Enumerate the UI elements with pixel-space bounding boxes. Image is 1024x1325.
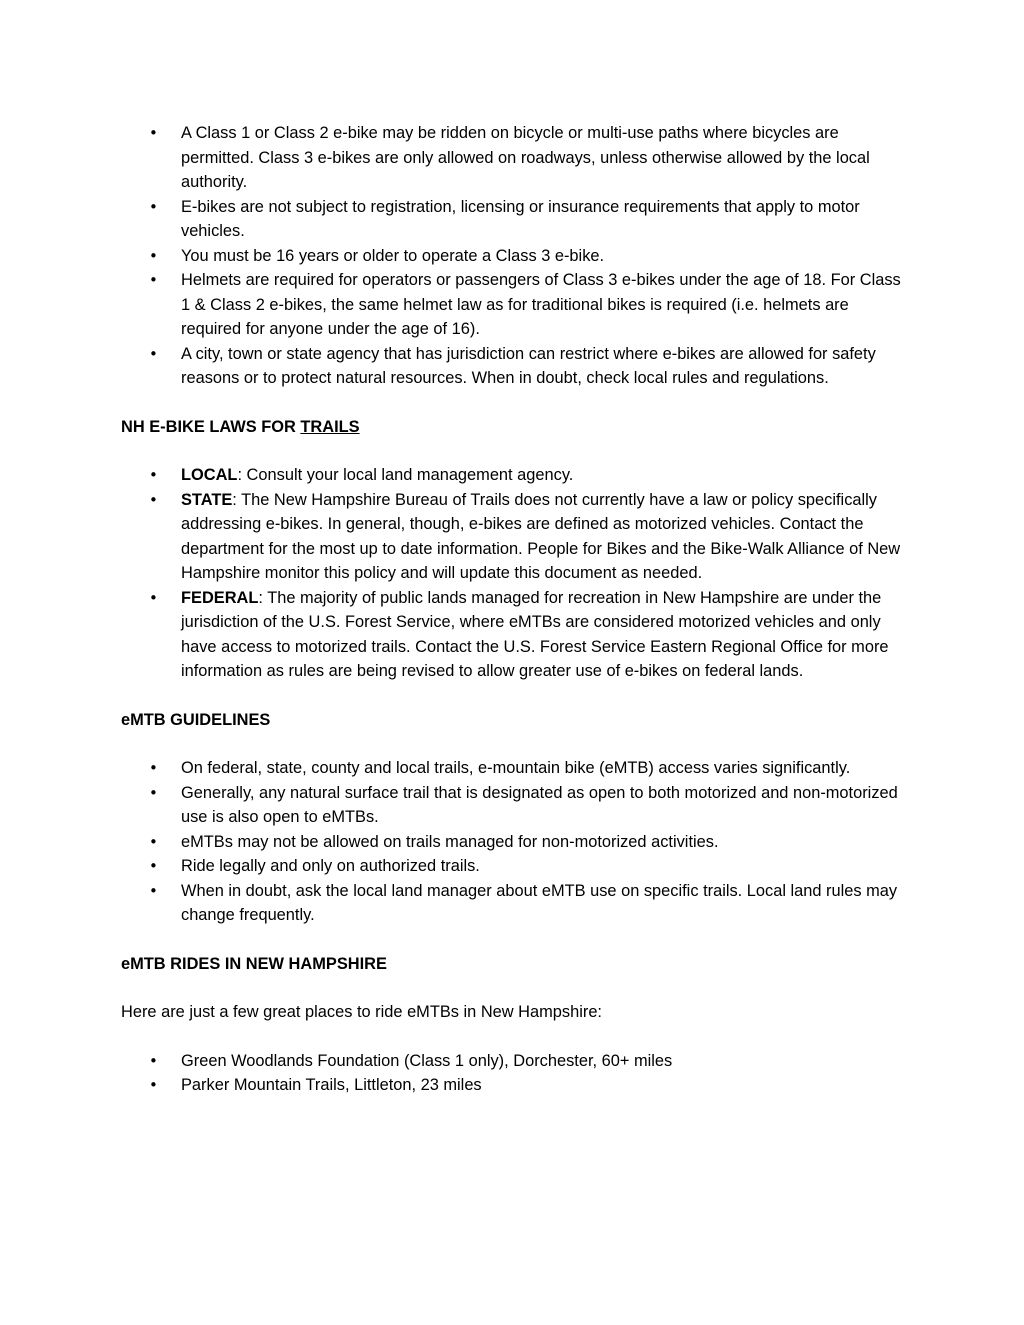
list-item: • E-bikes are not subject to registration, licensing or insurance requirements that apply to motor vehicles. (121, 195, 911, 244)
section-heading-guidelines: eMTB GUIDELINES (121, 710, 271, 729)
list-item: • On federal, state, county and local trails, e-mountain bike (eMTB) access varies significantly. (121, 756, 911, 781)
rides-intro: Here are just a few great places to ride eMTBs in New Hampshire: (121, 1003, 602, 1021)
item-text: : The majority of public lands managed for recreation in New Hampshire are under the jurisdiction of the U.S. Forest Service, where eMTBs are considered motorized vehicles and only have access to motorized trails. Contact the U.S. Forest Service Eastern Regional Office for more information as rules are being revised to allow greater use of e-bikes on federal lands. (181, 588, 889, 680)
intro-list (121, 121, 911, 391)
guidelines-list (121, 756, 911, 928)
section-heading-trails (121, 415, 911, 440)
list-item-federal (121, 586, 911, 684)
section-heading-rides: eMTB RIDES IN NEW HAMPSHIRE (121, 954, 387, 973)
list-item: • Generally, any natural surface trail that is designated as open to both motorized and non-motorized use is also open to eMTBs. (121, 781, 911, 830)
heading-prefix: NH E-BIKE LAWS FOR (121, 417, 301, 436)
item-label: LOCAL (181, 466, 238, 484)
item-text: : Consult your local land management agency. (237, 466, 574, 484)
rides-list (121, 1049, 911, 1098)
item-label: FEDERAL (181, 588, 259, 607)
item-label: STATE (181, 490, 233, 509)
list-item: • Ride legally and only on authorized trails. (121, 854, 911, 879)
document-page (121, 121, 911, 1098)
item-text: : The New Hampshire Bureau of Trails does not currently have a law or policy specifically addressing e-bikes. In general, though, e-bikes are defined as motorized vehicles. Contact the department for the most up to date information. People for Bikes and the Bike-Walk Alliance of New Hampshire monitor this policy and will update this document as needed. (181, 490, 901, 582)
list-item: • A Class 1 or Class 2 e-bike may be ridden on bicycle or multi-use paths where bicycles are permitted. Class 3 e-bikes are only allowed on roadways, unless otherwise allowed by the local authority. (121, 121, 911, 195)
list-item-state (121, 488, 911, 586)
list-item: • Helmets are required for operators or passengers of Class 3 e-bikes under the age of 18. For Class 1 & Class 2 e-bikes, the same helmet law as for traditional bikes is required (i.e. helmets are required for anyone under the age of 16). (121, 268, 911, 342)
heading-underlined: TRAILS (300, 417, 360, 436)
list-item: • When in doubt, ask the local land manager about eMTB use on specific trails. Local land rules may change frequently. (121, 879, 911, 928)
list-item: • Green Woodlands Foundation (Class 1 only), Dorchester, 60+ miles (121, 1049, 911, 1074)
list-item: • eMTBs may not be allowed on trails managed for non-motorized activities. (121, 830, 911, 855)
list-item: • Parker Mountain Trails, Littleton, 23 miles (121, 1073, 911, 1098)
list-item: • You must be 16 years or older to operate a Class 3 e-bike. (121, 244, 911, 269)
list-item-local (121, 463, 911, 488)
list-item: • A city, town or state agency that has jurisdiction can restrict where e-bikes are allowed for safety reasons or to protect natural resources. When in doubt, check local rules and regulations. (121, 342, 911, 391)
trails-list (121, 463, 911, 684)
